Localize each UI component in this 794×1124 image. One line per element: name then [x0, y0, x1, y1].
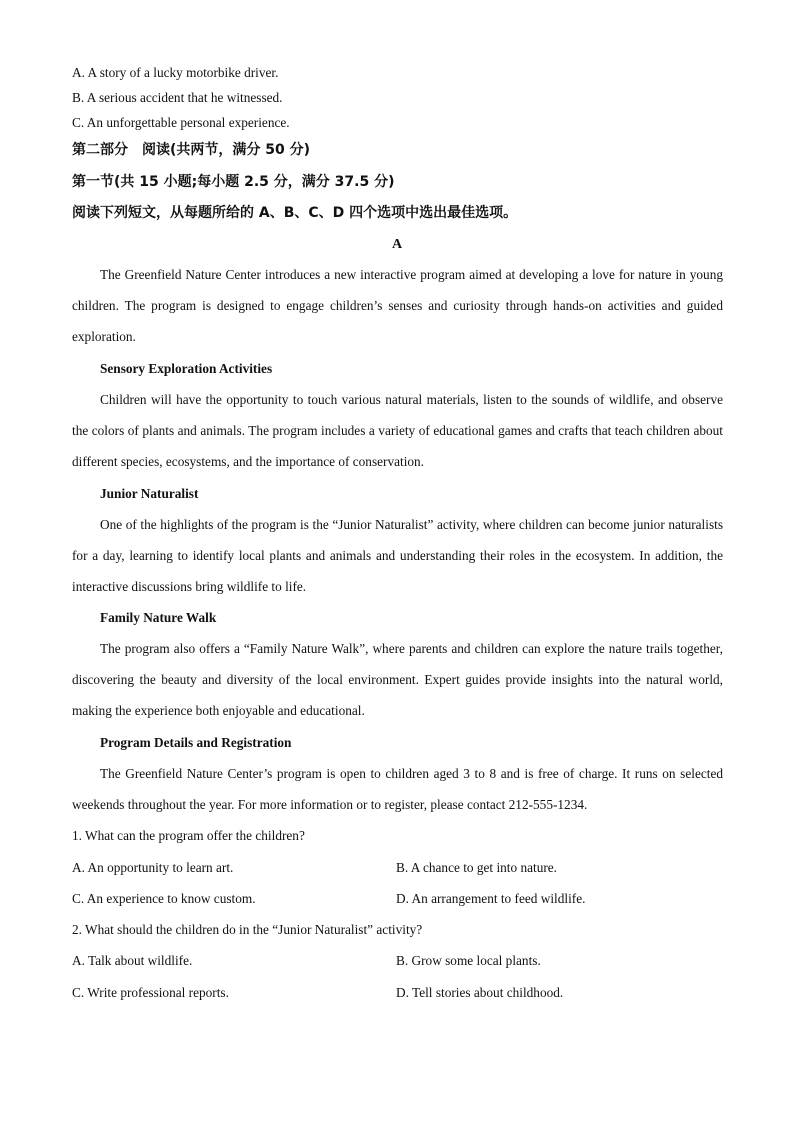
passage-paragraph-junior: One of the highlights of the program is the “Junior Naturalist” activity, where children can become junior naturalists for a day, learning to identify local plants and animals and understanding their roles in the ecosystem. In addition, the interactive discussions bring wildlife to life.: [72, 517, 723, 595]
section-subsection-heading: 第一节(共 15 小题;每小题 2.5 分，满分 37.5 分): [72, 174, 395, 190]
question-1-stem: 1. What can the program offer the children?: [72, 828, 305, 843]
question-2-stem: 2. What should the children do in the “Junior Naturalist” activity?: [72, 922, 423, 937]
section-instruction: 阅读下列短文，从每题所给的 A、B、C、D 四个选项中选出最佳选项。: [72, 205, 518, 221]
passage-intro: The Greenfield Nature Center introduces a new interactive program aimed at developing a love for nature in young children. The program is designed to engage children’s senses and curiosity through hands-on activities and guided exploration.: [72, 267, 723, 345]
passage-letter: A: [391, 237, 403, 252]
prev-option-c: C. An unforgettable personal experience.: [72, 115, 290, 130]
question-2-option-b: B. Grow some local plants.: [396, 953, 541, 968]
prev-option-b: B. A serious accident that he witnessed.: [72, 90, 283, 105]
passage-paragraph-sensory: Children will have the opportunity to touch various natural materials, listen to the sounds of wildlife, and observe the colors of plants and animals. The program includes a variety of educational games and crafts that teach children about different species, ecosystems, and the importance of conservation.: [72, 392, 723, 470]
question-2-option-d: D. Tell stories about childhood.: [396, 985, 564, 1000]
section-part-heading: 第二部分 阅读(共两节，满分 50 分): [72, 142, 311, 158]
question-1-option-b: B. A chance to get into nature.: [396, 860, 557, 875]
question-1-option-d: D. An arrangement to feed wildlife.: [396, 891, 586, 906]
question-2-option-a: A. Talk about wildlife.: [72, 953, 193, 968]
prev-option-a: A. A story of a lucky motorbike driver.: [72, 65, 279, 80]
passage-paragraph-family: The program also offers a “Family Nature Walk”, where parents and children can explore the nature trails together, discovering the beauty and diversity of the local environment. Expert guides provide insights into the natural world, making the experience both enjoyable and educational.: [72, 641, 723, 719]
passage-heading-junior: Junior Naturalist: [100, 486, 199, 501]
question-1-option-a: A. An opportunity to learn art.: [72, 860, 234, 875]
passage-heading-details: Program Details and Registration: [100, 735, 292, 750]
question-2-option-c: C. Write professional reports.: [72, 985, 229, 1000]
passage-paragraph-details: The Greenfield Nature Center’s program is open to children aged 3 to 8 and is free of charge. It runs on selected weekends throughout the year. For more information or to register, please contact 212-555-1234.: [72, 766, 723, 813]
question-1-option-c: C. An experience to know custom.: [72, 891, 256, 906]
passage-heading-family: Family Nature Walk: [100, 610, 217, 625]
passage-heading-sensory: Sensory Exploration Activities: [100, 361, 273, 376]
